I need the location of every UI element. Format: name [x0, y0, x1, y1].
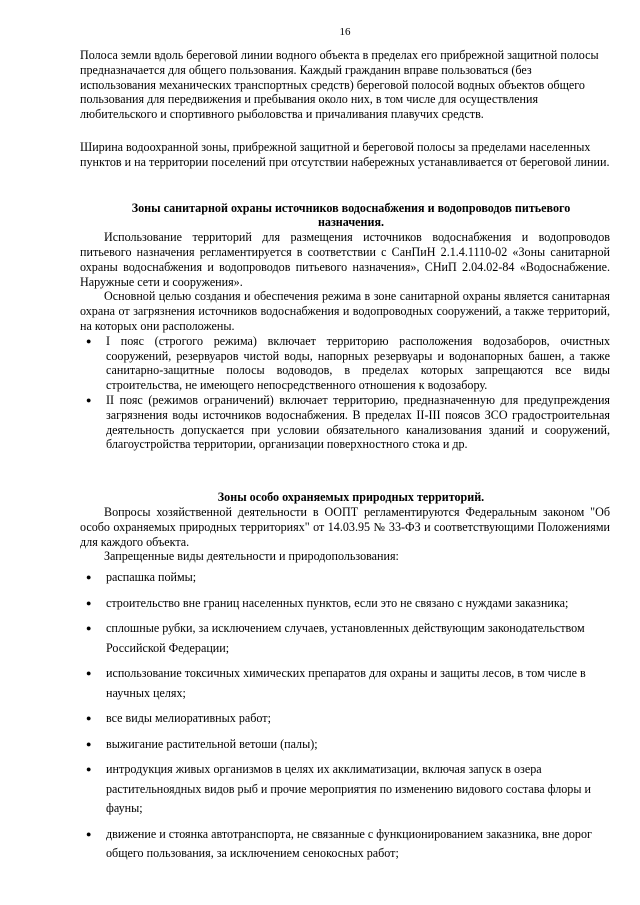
- list-item: ● движение и стоянка автотранспорта, не связанные с функционированием заказника, вне дорог общего пользования, за исключением сенокосных работ;: [106, 825, 610, 864]
- list-item: ● интродукция живых организмов в целях их акклиматизации, включая запуск в озера растительноядных видов рыб и прочие мероприятия по изменению видового состава флоры и фауны;: [106, 760, 610, 819]
- protected-areas-paragraph-1: Вопросы хозяйственной деятельности в ООПТ регламентируются Федеральным законом "Об особо охраняемых природных территориях" от 14.03.95 № 33-ФЗ и соответствующими Положениями для каждого объекта.: [80, 504, 610, 549]
- section-heading-water-supply-zones: Зоны санитарной охраны источников водоснабжения и водопроводов питьевого назначения.: [131, 200, 571, 230]
- water-supply-paragraph-2: Основной целью создания и обеспечения режима в зоне санитарной охраны является санитарная охрана от загрязнения источников водоснабжения и водопроводных сооружений, а также территорий, на которых они расположены.: [80, 289, 610, 333]
- list-item: ● распашка поймы;: [106, 568, 610, 588]
- list-item: ● все виды мелиоративных работ;: [106, 709, 610, 729]
- sanitary-zone-belts-list: [80, 334, 610, 452]
- intro-paragraph-1: Полоса земли вдоль береговой линии водного объекта в пределах его прибрежной защитной полосы предназначается для общего пользования. Каждый гражданин вправе пользоваться (без использования механических транспортных средств) береговой полосой водных объектов общего пользования для передвижения и пребывания около них, в том числе для осуществления любительского и спортивного рыболовства и причаливания плавучих средств.: [80, 48, 599, 122]
- list-item: ● сплошные рубки, за исключением случаев, установленных действующим законодательством Российской Федерации;: [106, 619, 610, 658]
- list-item: ● использование токсичных химических препаратов для охраны и защиты лесов, в том числе в научных целях;: [106, 664, 610, 703]
- list-item: ● строительство вне границ населенных пунктов, если это не связано с нуждами заказника;: [106, 594, 610, 614]
- intro-paragraph-2: Ширина водоохранной зоны, прибрежной защитной и береговой полосы за пределами населенных пунктов и на территории поселений при отсутствии набережных устанавливается от береговой линии.: [80, 139, 610, 169]
- prohibited-activities-list: [80, 568, 610, 864]
- list-item: ● II пояс (режимов ограничений) включает территорию, предназначенную для предупреждения загрязнения воды источников водоснабжения. В пределах II-III поясов ЗСО градостроительная деятельность допускается при условии обязательного канализования зданий и сооружений, благоустройства территории, организации поверхностного стока и др.: [106, 393, 610, 452]
- list-item: ● выжигание растительной ветоши (палы);: [106, 735, 610, 755]
- list-item: ● I пояс (строгого режима) включает территорию расположения водозаборов, очистных сооружений, резервуаров чистой воды, напорных резервуары и водонапорных башен, а также санитарно-защитные полосы водоводов, в пределах которых запрещаются все виды строительства, не имеющего непосредственного отношения к водозабору.: [106, 334, 610, 393]
- protected-areas-paragraph-2: Запрещенные виды деятельности и природопользования:: [104, 549, 399, 564]
- document-page: [80, 26, 610, 870]
- page-number: 16: [339, 26, 351, 38]
- water-supply-paragraph-1: Использование территорий для размещения источников водоснабжения и водопроводов питьевого назначения регламентируется в соответствии с СанПиН 2.1.4.1110-02 «Зоны санитарной охраны водоснабжения и водопроводов питьевого назначения», СНиП 2.04.02-84 «Водоснабжение. Наружные сети и сооружения».: [80, 230, 610, 289]
- section-heading-protected-areas: Зоны особо охраняемых природных территорий.: [217, 490, 485, 505]
